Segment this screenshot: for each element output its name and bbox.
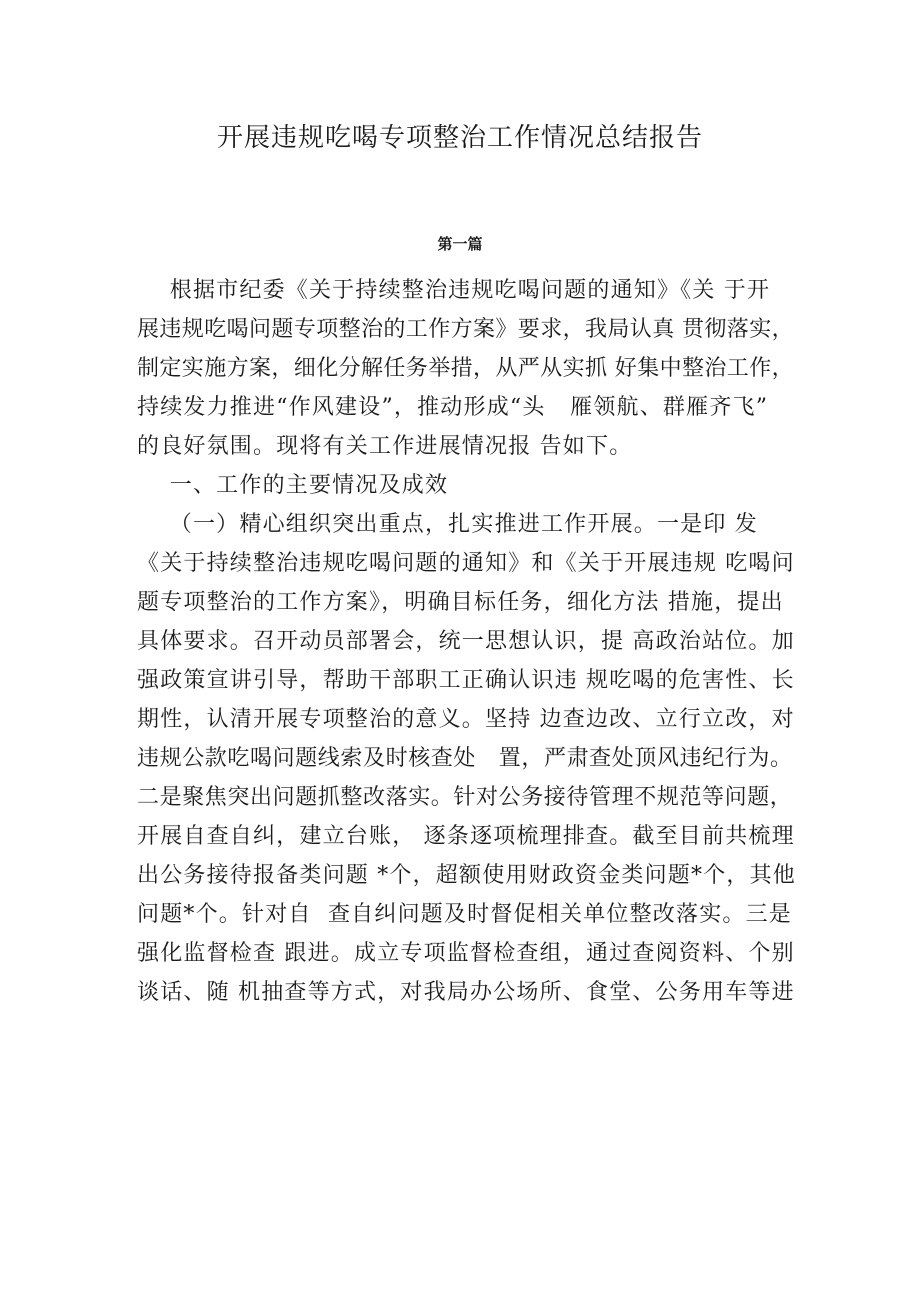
- paragraph-line: 出公务接待报备类问题 *个，超额使用财政资金类问题*个，其他: [137, 863, 796, 888]
- document-body: [137, 271, 797, 1012]
- paragraph-line: 题专项整治的工作方案》，明确目标任务，细化方法 措施，提出: [137, 590, 784, 615]
- paragraph-line: 强化监督检查 跟进。成立专项监督检查组，通过查阅资料、个别: [137, 941, 795, 966]
- paragraph-line: 《关于持续整治违规吃喝问题的通知》和《关于开展违规 吃喝问: [137, 551, 795, 576]
- paragraph-line: 谈话、随 机抽查等方式，对我局办公场所、食堂、公务用车等进: [137, 980, 795, 1005]
- document-title: 开展违规吃喝专项整治工作情况总结报告: [216, 123, 703, 153]
- section-label: 第一篇: [437, 235, 483, 253]
- paragraph-line: 根据市纪委《关于持续整治违规吃喝问题的通知》《关 于开: [137, 278, 771, 303]
- paragraph-line: 问题*个。针对自 查自纠问题及时督促相关单位整改落实。三是: [137, 902, 792, 927]
- paragraph-line: （一）精心组织突出重点，扎实推进工作开展。一是印 发: [137, 512, 758, 537]
- paragraph-line: 一、工作的主要情况及成效: [137, 473, 449, 498]
- paragraph-line: 具体要求。召开动员部署会，统一思想认识，提 高政治站位。加: [137, 629, 795, 654]
- paragraph-line: 二是聚焦突出问题抓整改落实。针对公务接待管理不规范等问题，: [137, 785, 793, 810]
- paragraph-line: 违规公款吃喝问题线索及时核查处 置，严肃查处顶风违纪行为。: [137, 746, 793, 771]
- paragraph-line: 强政策宣讲引导，帮助干部职工正确认识违 规吃喝的危害性、长: [137, 668, 795, 693]
- paragraph-line: 持续发力推进“作风建设”，推动形成“头 雁领航、群雁齐飞”: [137, 395, 769, 420]
- paragraph-line: 制定实施方案，细化分解任务举措，从严从实抓 好集中整治工作，: [137, 356, 794, 381]
- paragraph-line: 开展自查自纠，建立台账， 逐条逐项梳理排查。截至目前共梳理: [137, 824, 795, 849]
- paragraph-line: 期性，认清开展专项整治的意义。坚持 边查边改、立行立改，对: [137, 707, 795, 732]
- paragraph-line: 的良好氛围。现将有关工作进展情况报 告如下。: [137, 434, 633, 459]
- paragraph-line: 展违规吃喝问题专项整治的工作方案》要求，我局认真 贯彻落实，: [137, 317, 794, 342]
